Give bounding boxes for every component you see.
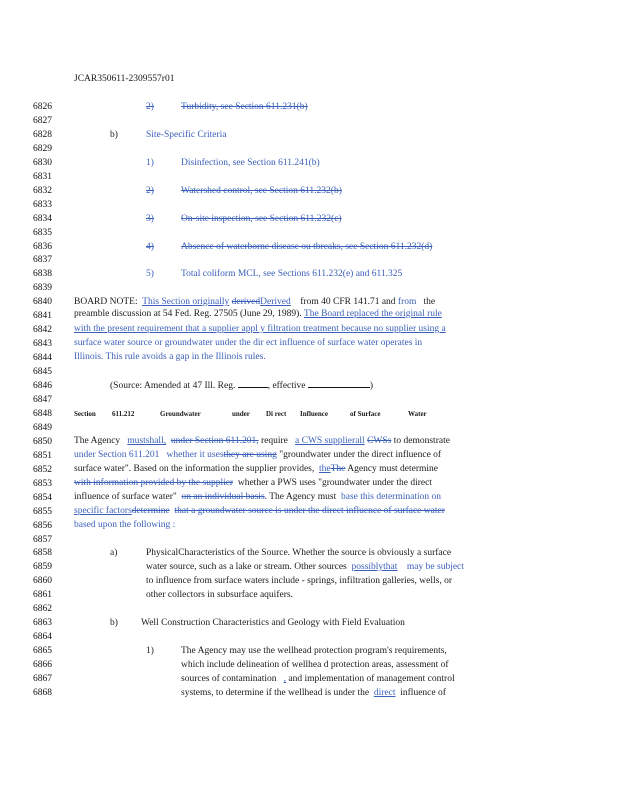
factor-b1-line-3: sources of contamination , and implementation of management control — [181, 674, 455, 684]
factor-b-heading: Well Construction Characteristics and Geology with Field Evaluation — [141, 618, 405, 628]
factor-a-line-4: other collectors in subsurface aquifers. — [146, 590, 293, 600]
line-number: 6868 — [33, 687, 52, 698]
criterion-number: 3) — [146, 214, 154, 224]
line-number: 6843 — [33, 339, 52, 350]
line-number: 6848 — [33, 408, 52, 419]
line-number: 6860 — [33, 576, 52, 587]
line-number: 6831 — [33, 171, 52, 182]
body-line-3: surface water". Based on the information the supplier provides, theThe Agency must determine — [74, 464, 439, 474]
section-title-part: under — [232, 410, 250, 418]
line-number: 6846 — [33, 381, 52, 391]
line-number: 6845 — [33, 367, 52, 378]
factor-a-line-2: water source, such as a lake or stream. Other sources possiblythat may be subject — [146, 562, 464, 572]
line-number: 6865 — [33, 646, 52, 656]
criterion-turbidity: Turbidity, see Section 611.231(b) — [181, 102, 308, 112]
body-line-7: based upon the following : — [74, 520, 176, 530]
board-note-line-5: Illinois. This rule avoids a gap in the Illinois rules. — [74, 352, 266, 362]
line-number: 6839 — [33, 283, 52, 294]
factor-b1-line-2: which include delineation of wellhea d protection areas, assessment of — [181, 660, 449, 670]
criterion-absence: Absence of waterborne disease ou tbreaks, see Section 611.232(d) — [181, 242, 433, 252]
criterion-number: 4) — [146, 242, 154, 252]
line-number: 6844 — [33, 353, 52, 364]
criterion-coliform: Total coliform MCL, see Sections 611.232(e) and 611.325 — [181, 269, 403, 279]
line-number: 6840 — [33, 297, 52, 308]
line-number: 6864 — [33, 632, 52, 643]
criterion-number: 5) — [146, 269, 154, 279]
line-number: 6858 — [33, 548, 52, 559]
line-number: 6835 — [33, 227, 52, 238]
board-note-line-3: with the present requirement that a supplier appl y filtration treatment because no supplier using a — [74, 324, 446, 334]
line-number: 6857 — [33, 534, 52, 545]
body-line-2: under Section 611.201 whether it usesthey are using "groundwater under the direct influence of — [74, 450, 442, 460]
line-number: 6841 — [33, 311, 52, 322]
line-number: 6836 — [33, 241, 52, 252]
section-title-part: of Surface — [350, 410, 381, 418]
line-number: 6832 — [33, 185, 52, 196]
criterion-number: 2) — [146, 102, 154, 112]
criterion-number: 2) — [146, 186, 154, 196]
line-number: 6847 — [33, 394, 52, 405]
line-number: 6829 — [33, 143, 52, 154]
source-note: (Source: Amended at 47 Ill. Reg. , effective ) — [110, 381, 374, 391]
body-line-6: specific factorsdetermine that a groundwater source is under the direct influence of surface water — [74, 506, 445, 516]
factor-b1-line-4: systems, to determine if the wellhead is under the direct influence of — [181, 688, 446, 698]
line-number: 6853 — [33, 478, 52, 489]
line-number: 6859 — [33, 562, 52, 573]
line-number: 6855 — [33, 506, 52, 517]
document-header: JCAR350611-2309557r01 — [74, 74, 175, 84]
line-number: 6833 — [33, 199, 52, 210]
line-number: 6849 — [33, 422, 52, 433]
line-number: 6863 — [33, 618, 52, 629]
factor-a-line-3: to influence from surface waters include - springs, infiltration galleries, wells, or — [146, 576, 453, 586]
factor-b1-line-1: The Agency may use the wellhead protection program's requirements, — [181, 646, 447, 656]
line-number: 6830 — [33, 157, 52, 168]
line-number: 6867 — [33, 673, 52, 684]
criterion-number: 1) — [146, 158, 154, 168]
board-note-line-1: BOARD NOTE: This Section originally derivedDerived from 40 CFR 141.71 and from the — [74, 297, 436, 307]
section-number: Section — [74, 410, 96, 418]
line-number: 6850 — [33, 436, 52, 447]
line-number: 6828 — [33, 129, 52, 140]
line-number: 6852 — [33, 464, 52, 475]
line-number: 6866 — [33, 660, 52, 670]
site-specific-heading: Site-Specific Criteria — [146, 130, 227, 140]
factor-b-marker: b) — [110, 618, 118, 628]
body-line-5: influence of surface water" on an individual basis. The Agency must base this determination on — [74, 492, 441, 502]
line-number: 6826 — [33, 102, 52, 112]
body-line-4: with information provided by the supplier whether a PWS uses "groundwater under the direct — [74, 478, 432, 488]
body-line-1: The Agency mustshall, under Section 611.201, require a CWS supplierall CWSs to demonstrate — [74, 436, 450, 446]
line-number: 6837 — [33, 255, 52, 266]
line-number: 6861 — [33, 590, 52, 601]
line-number: 6827 — [33, 116, 52, 126]
list-marker-b: b) — [110, 130, 118, 140]
line-number: 6842 — [33, 325, 52, 336]
line-number: 6856 — [33, 520, 52, 531]
criterion-onsite: On-site inspection, see Section 611.232(c) — [181, 214, 342, 224]
section-id: 611.212 — [112, 410, 135, 418]
section-title-part: Groundwater — [160, 410, 201, 418]
factor-b1-marker: 1) — [146, 646, 154, 656]
factor-a-marker: a) — [110, 548, 118, 558]
line-number: 6834 — [33, 213, 52, 224]
criterion-disinfection: Disinfection, see Section 611.241(b) — [181, 158, 320, 168]
factor-a-line-1: PhysicalCharacteristics of the Source. Whether the source is obviously a surface — [146, 548, 452, 558]
line-number: 6854 — [33, 492, 52, 503]
criterion-watershed: Watershed control, see Section 611.232(b) — [181, 186, 342, 196]
line-number: 6838 — [33, 269, 52, 280]
board-note-line-4: surface water source or groundwater under the dir ect influence of surface water operates in — [74, 338, 423, 348]
board-note-line-2: preamble discussion at 54 Fed. Reg. 27505 (June 29, 1989). The Board replaced the original rule — [74, 309, 442, 319]
line-number: 6851 — [33, 450, 52, 461]
line-number: 6862 — [33, 604, 52, 615]
section-title-part: Water — [408, 410, 427, 418]
section-title-part: Influence — [300, 410, 328, 418]
section-title-part: Di rect — [266, 410, 287, 418]
